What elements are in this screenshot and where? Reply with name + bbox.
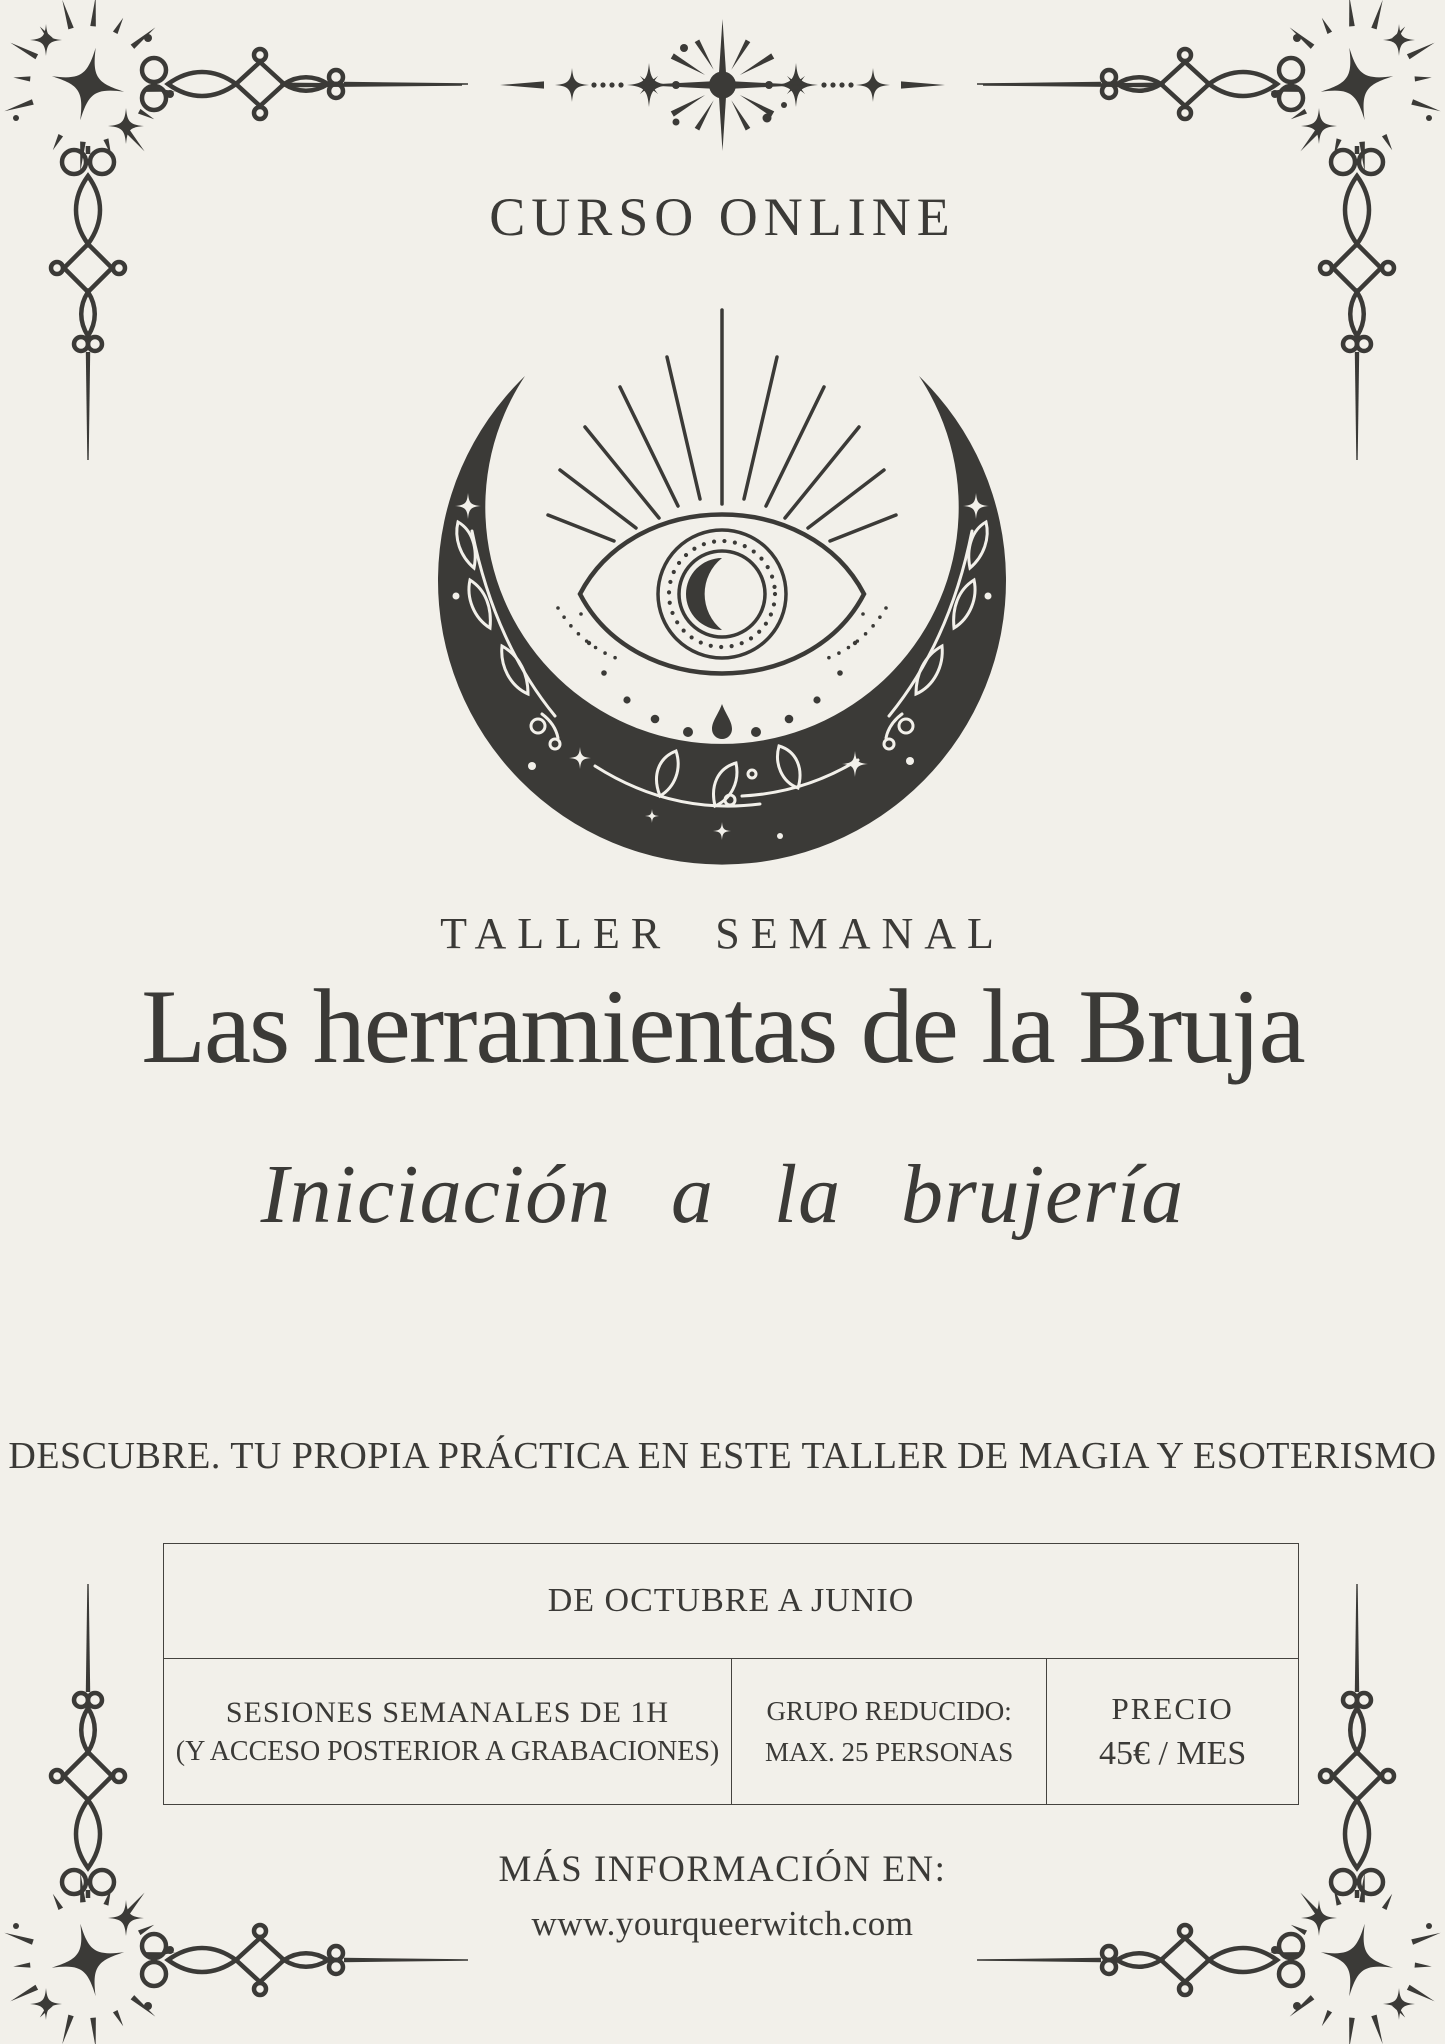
price-label: PRECIO [1111,1690,1234,1726]
crescent-moon-eye-illustration [430,296,1014,884]
page-subtitle: Iniciación a la brujería [260,1148,1185,1241]
table-header-dates: DE OCTUBRE A JUNIO [164,1544,1298,1659]
max-persons-line: MAX. 25 PERSONAS [764,1736,1014,1767]
more-info-label: MÁS INFORMACIÓN EN: [498,1849,947,1890]
group-line: GRUPO REDUCIDO: [766,1695,1012,1726]
table-cell-sessions [164,1659,731,1804]
tagline: DESCUBRE. TU PROPIA PRÁCTICA EN ESTE TALLER DE MAGIA Y ESOTERISMO [8,1435,1437,1477]
page-title: Las herramientas de la Bruja [141,968,1304,1085]
table-cell-group-size [731,1659,1046,1804]
schedule-table [163,1543,1299,1805]
sessions-line: SESIONES SEMANALES DE 1H [225,1695,670,1729]
website-url: www.yourqueerwitch.com [531,1904,914,1943]
table-cell-price [1046,1659,1298,1804]
sparkle-starburst-divider-icon [288,18,1157,152]
price-value: 45€ / MES [1098,1734,1247,1772]
workshop-kicker: TALLER SEMANAL [440,909,1005,958]
recordings-line: (Y ACCESO POSTERIOR A GRABACIONES) [175,1735,720,1767]
course-type-heading: CURSO ONLINE [489,187,956,247]
table-detail-row [164,1659,1298,1804]
